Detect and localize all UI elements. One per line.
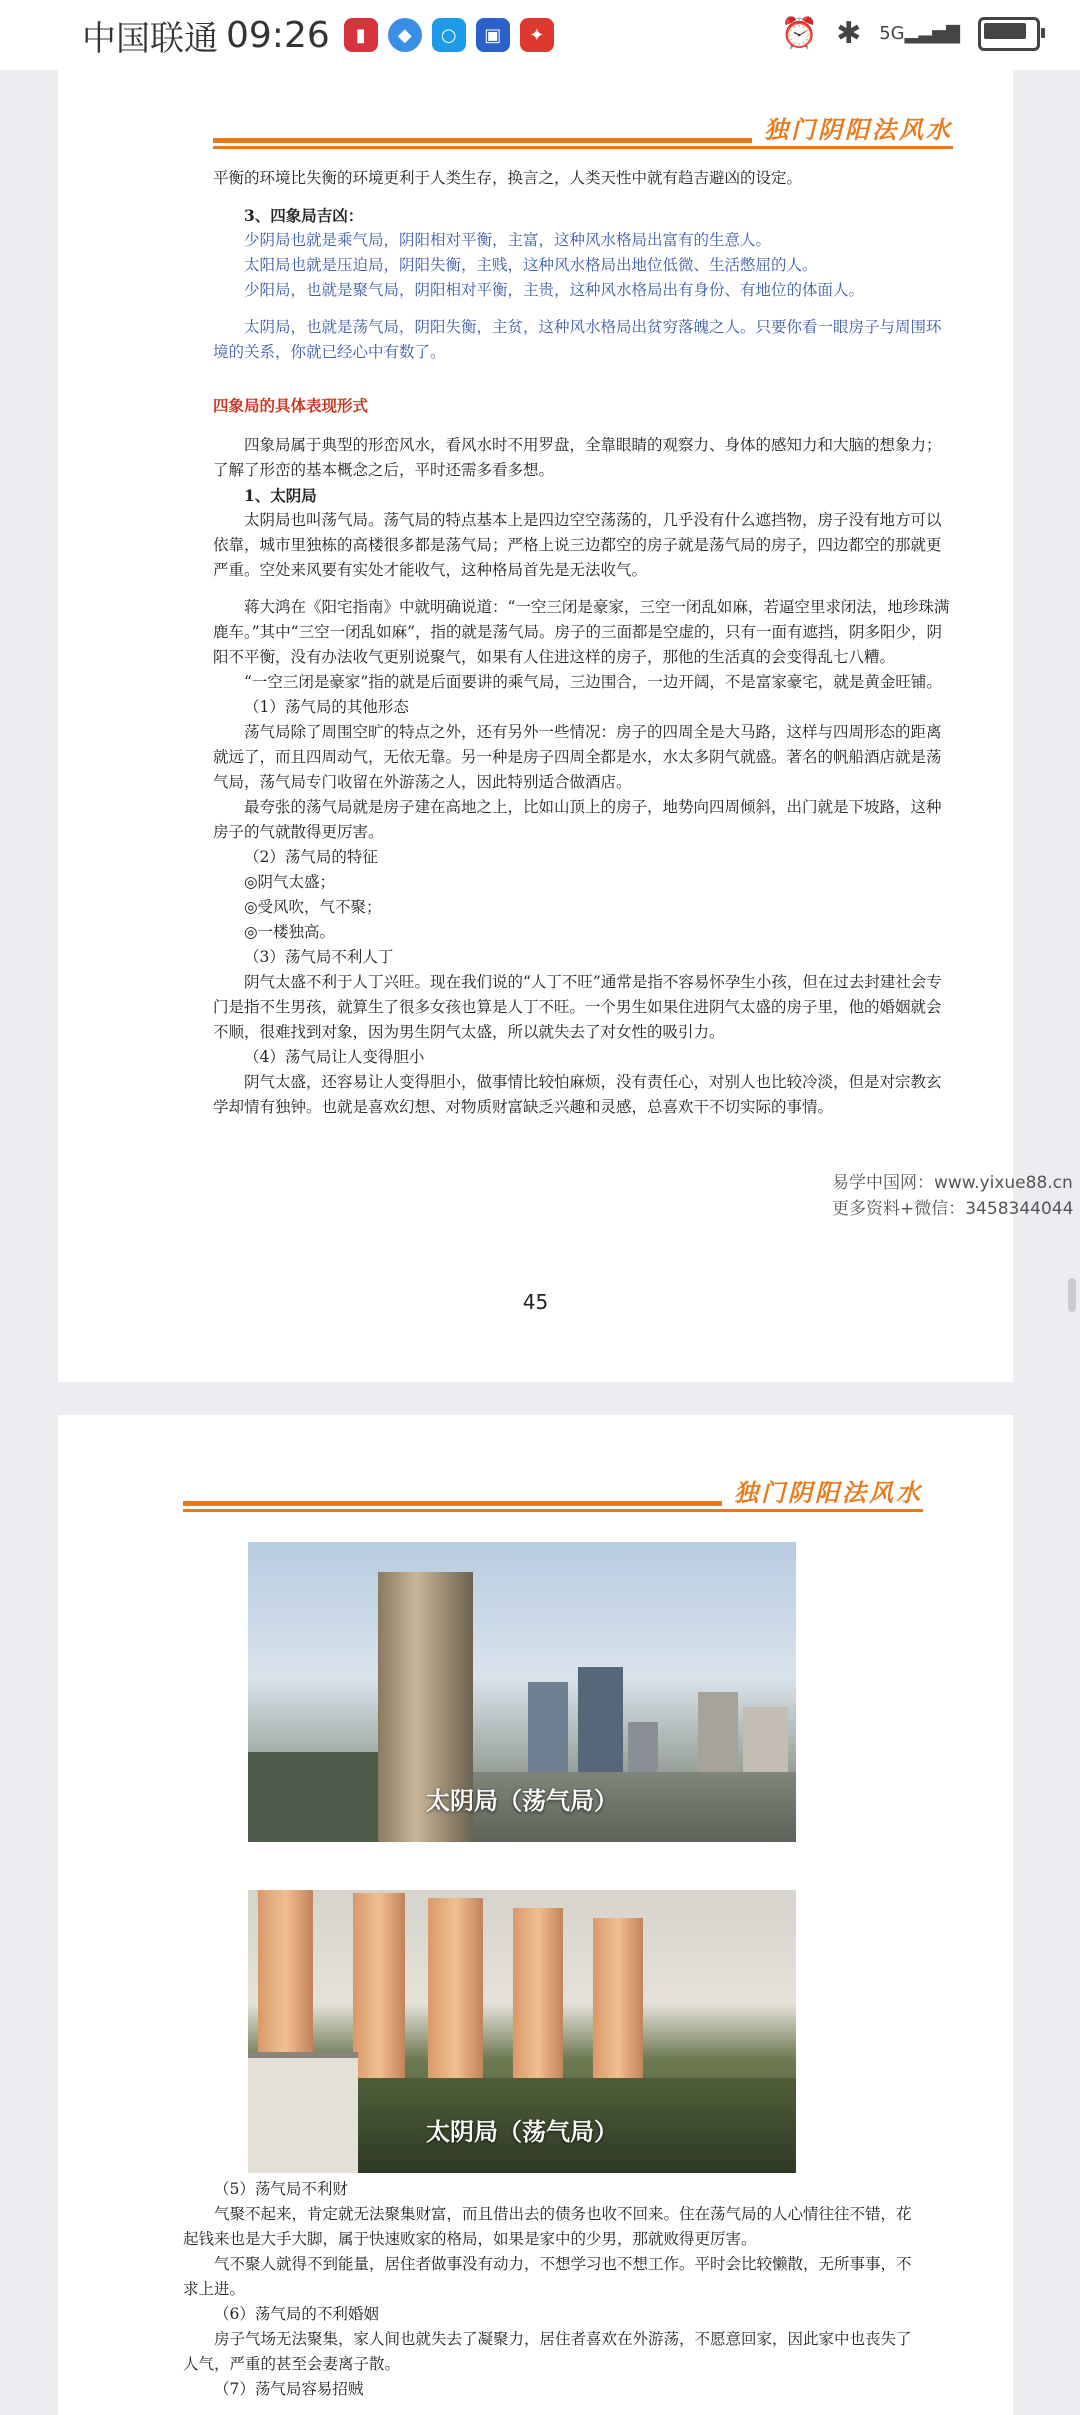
- list-item: ◎一楼独高。: [244, 923, 336, 941]
- intro-paragraph: 平衡的环境比失衡的环境更利于人类生存，换言之，人类天性中就有趋吉避凶的设定。: [213, 169, 803, 187]
- shield-app-icon: ▣: [476, 18, 510, 52]
- subsection-title: （5）荡气局不利财: [214, 2180, 348, 2198]
- subsection-title: （2）荡气局的特征: [244, 848, 378, 866]
- page-number: 45: [522, 1290, 549, 1314]
- reader-app-icon: ✦: [520, 18, 554, 52]
- book-app-icon: ▮: [344, 18, 378, 52]
- browser-app-icon: ◆: [388, 18, 422, 52]
- system-icons: [781, 16, 1040, 51]
- scrollbar-thumb[interactable]: [1068, 1278, 1076, 1312]
- paragraph: 阴气太盛不利于人丁兴旺。现在我们说的“人丁不旺”通常是指不容易怀孕生小孩，但在过去封建社会专门是指不生男孩，就算生了很多女孩也算是人丁不旺。一个男生如果住进阴气太盛的房子里，他的婚姻就会不顺，很难找到对象，因为男生阴气太盛，所以就失去了对女性的吸引力。: [213, 973, 942, 1041]
- paragraph: 气聚不起来，肯定就无法聚集财富，而且借出去的债务也收不回来。住在荡气局的人心情往往不错，花起钱来也是大手大脚，属于快速败家的格局，如果是家中的少男，那就败得更厉害。: [183, 2205, 912, 2248]
- forms-title: 四象局的具体表现形式: [213, 395, 369, 415]
- page-body: [213, 166, 953, 1120]
- list-item: ◎阴气太盛；: [244, 873, 336, 891]
- status-bar: [0, 0, 1080, 70]
- clock: 09:26: [226, 14, 330, 56]
- subsection-title: （6）荡气局的不利婚姻: [214, 2305, 379, 2323]
- document-page-46: [58, 1415, 1013, 2415]
- section3-line: 少阳局，也就是聚气局，阴阳相对平衡，主贵，这种风水格局出有身份、有地位的体面人。: [244, 281, 865, 299]
- photo-city-skyline: [248, 1542, 796, 1842]
- header-title: 独门阴阳法风水: [752, 110, 953, 145]
- search-app-icon: ○: [432, 18, 466, 52]
- paragraph: 蒋大鸿在《阳宅指南》中就明确说道：“一空三闭是豪家，三空一闭乱如麻，若逼空里求闭法，地珍珠满鹿车。”其中“三空一闭乱如麻”，指的就是荡气局。房子的三面都是空虚的，只有一面有遮挡，阴多阳少，阴阳不平衡，没有办法收气更别说聚气，如果有人住进这样的房子，那他的生活真的会变得乱七八糟。: [213, 598, 950, 666]
- header-title: 独门阴阳法风水: [722, 1473, 923, 1508]
- watermark: 易学中国网：www.yixue88.cn 更多资料+微信：3458344044: [832, 1173, 1074, 1219]
- section3-title: 3、四象局吉凶：: [244, 206, 364, 225]
- battery-icon: [978, 17, 1040, 51]
- page-header: [183, 1479, 923, 1517]
- paragraph: 荡气局除了周围空旷的特点之外，还有另外一些情况：房子的四周全是大马路，这样与四周形态的距离就远了，而且四周动气，无依无靠。另一种是房子四周全都是水，水太多阴气就盛。著名的帆船酒店就是荡气局，荡气局专门收留在外游荡之人，因此特别适合做酒店。: [213, 723, 942, 791]
- paragraph: 气不聚人就得不到能量，居住者做事没有动力，不想学习也不想工作。平时会比较懒散，无所事事，不求上进。: [183, 2255, 912, 2298]
- section3-line: 太阴局，也就是荡气局，阴阳失衡，主贫，这种风水格局出贫穷落魄之人。只要你看一眼房子与周围环境的关系，你就已经心中有数了。: [213, 318, 942, 361]
- photo-hillside-towers: [248, 1890, 796, 2173]
- paragraph: “一空三闭是豪家”指的就是后面要讲的乘气局，三边围合，一边开阔，不是富家豪宅，就是黄金旺铺。: [244, 673, 942, 691]
- page-header: [213, 116, 953, 154]
- forms-intro: 四象局属于典型的形峦风水，看风水时不用罗盘，全靠眼睛的观察力、身体的感知力和大脑的想象力；了解了形峦的基本概念之后，平时还需多看多想。: [213, 436, 942, 479]
- subsection-title: （4）荡气局让人变得胆小: [244, 1048, 425, 1066]
- alarm-icon: ⏰: [780, 16, 819, 51]
- list-item: ◎受风吹，气不聚；: [244, 898, 382, 916]
- subsection-title: （1）荡气局的其他形态: [244, 698, 409, 716]
- paragraph: 最夸张的荡气局就是房子建在高地之上，比如山顶上的房子，地势向四周倾斜，出门就是下坡路，这种房子的气就散得更厉害。: [213, 798, 942, 841]
- photo-caption: 太阴局（荡气局）: [426, 1787, 618, 1815]
- notification-icons: [344, 18, 554, 52]
- carrier-label: 中国联通: [82, 18, 218, 59]
- taiyin-title: 1、太阴局: [244, 486, 317, 505]
- page-body: [183, 2177, 923, 2402]
- paragraph: 阴气太盛，还容易让人变得胆小，做事情比较怕麻烦，没有责任心，对别人也比较冷淡，但是对宗教玄学却情有独钟。也就是喜欢幻想、对物质财富缺乏兴趣和灵感，总喜欢干不切实际的事情。: [213, 1073, 942, 1116]
- signal-icon: 5G▂▃▅▇: [879, 23, 960, 44]
- paragraph: 房子气场无法聚集，家人间也就失去了凝聚力，居住者喜欢在外游荡，不愿意回家，因此家中也丧失了人气，严重的甚至会妻离子散。: [183, 2330, 912, 2373]
- section3-line: 太阳局也就是压迫局，阴阳失衡，主贱，这种风水格局出地位低微、生活憋屈的人。: [244, 256, 818, 274]
- bluetooth-icon: ✱: [836, 16, 862, 51]
- paragraph: 太阴局也叫荡气局。荡气局的特点基本上是四边空空荡荡的，几乎没有什么遮挡物，房子没有地方可以依靠，城市里独栋的高楼很多都是荡气局；严格上说三边都空的房子就是荡气局的房子，四边都空的那就更严重。空处来风要有实处才能收气，这种格局首先是无法收气。: [213, 511, 942, 579]
- photo-caption: 太阴局（荡气局）: [426, 2118, 618, 2146]
- subsection-title: （3）荡气局不利人丁: [244, 948, 394, 966]
- section3-line: 少阴局也就是乘气局，阴阳相对平衡，主富，这种风水格局出富有的生意人。: [244, 231, 772, 249]
- subsection-title: （7）荡气局容易招贼: [214, 2380, 364, 2398]
